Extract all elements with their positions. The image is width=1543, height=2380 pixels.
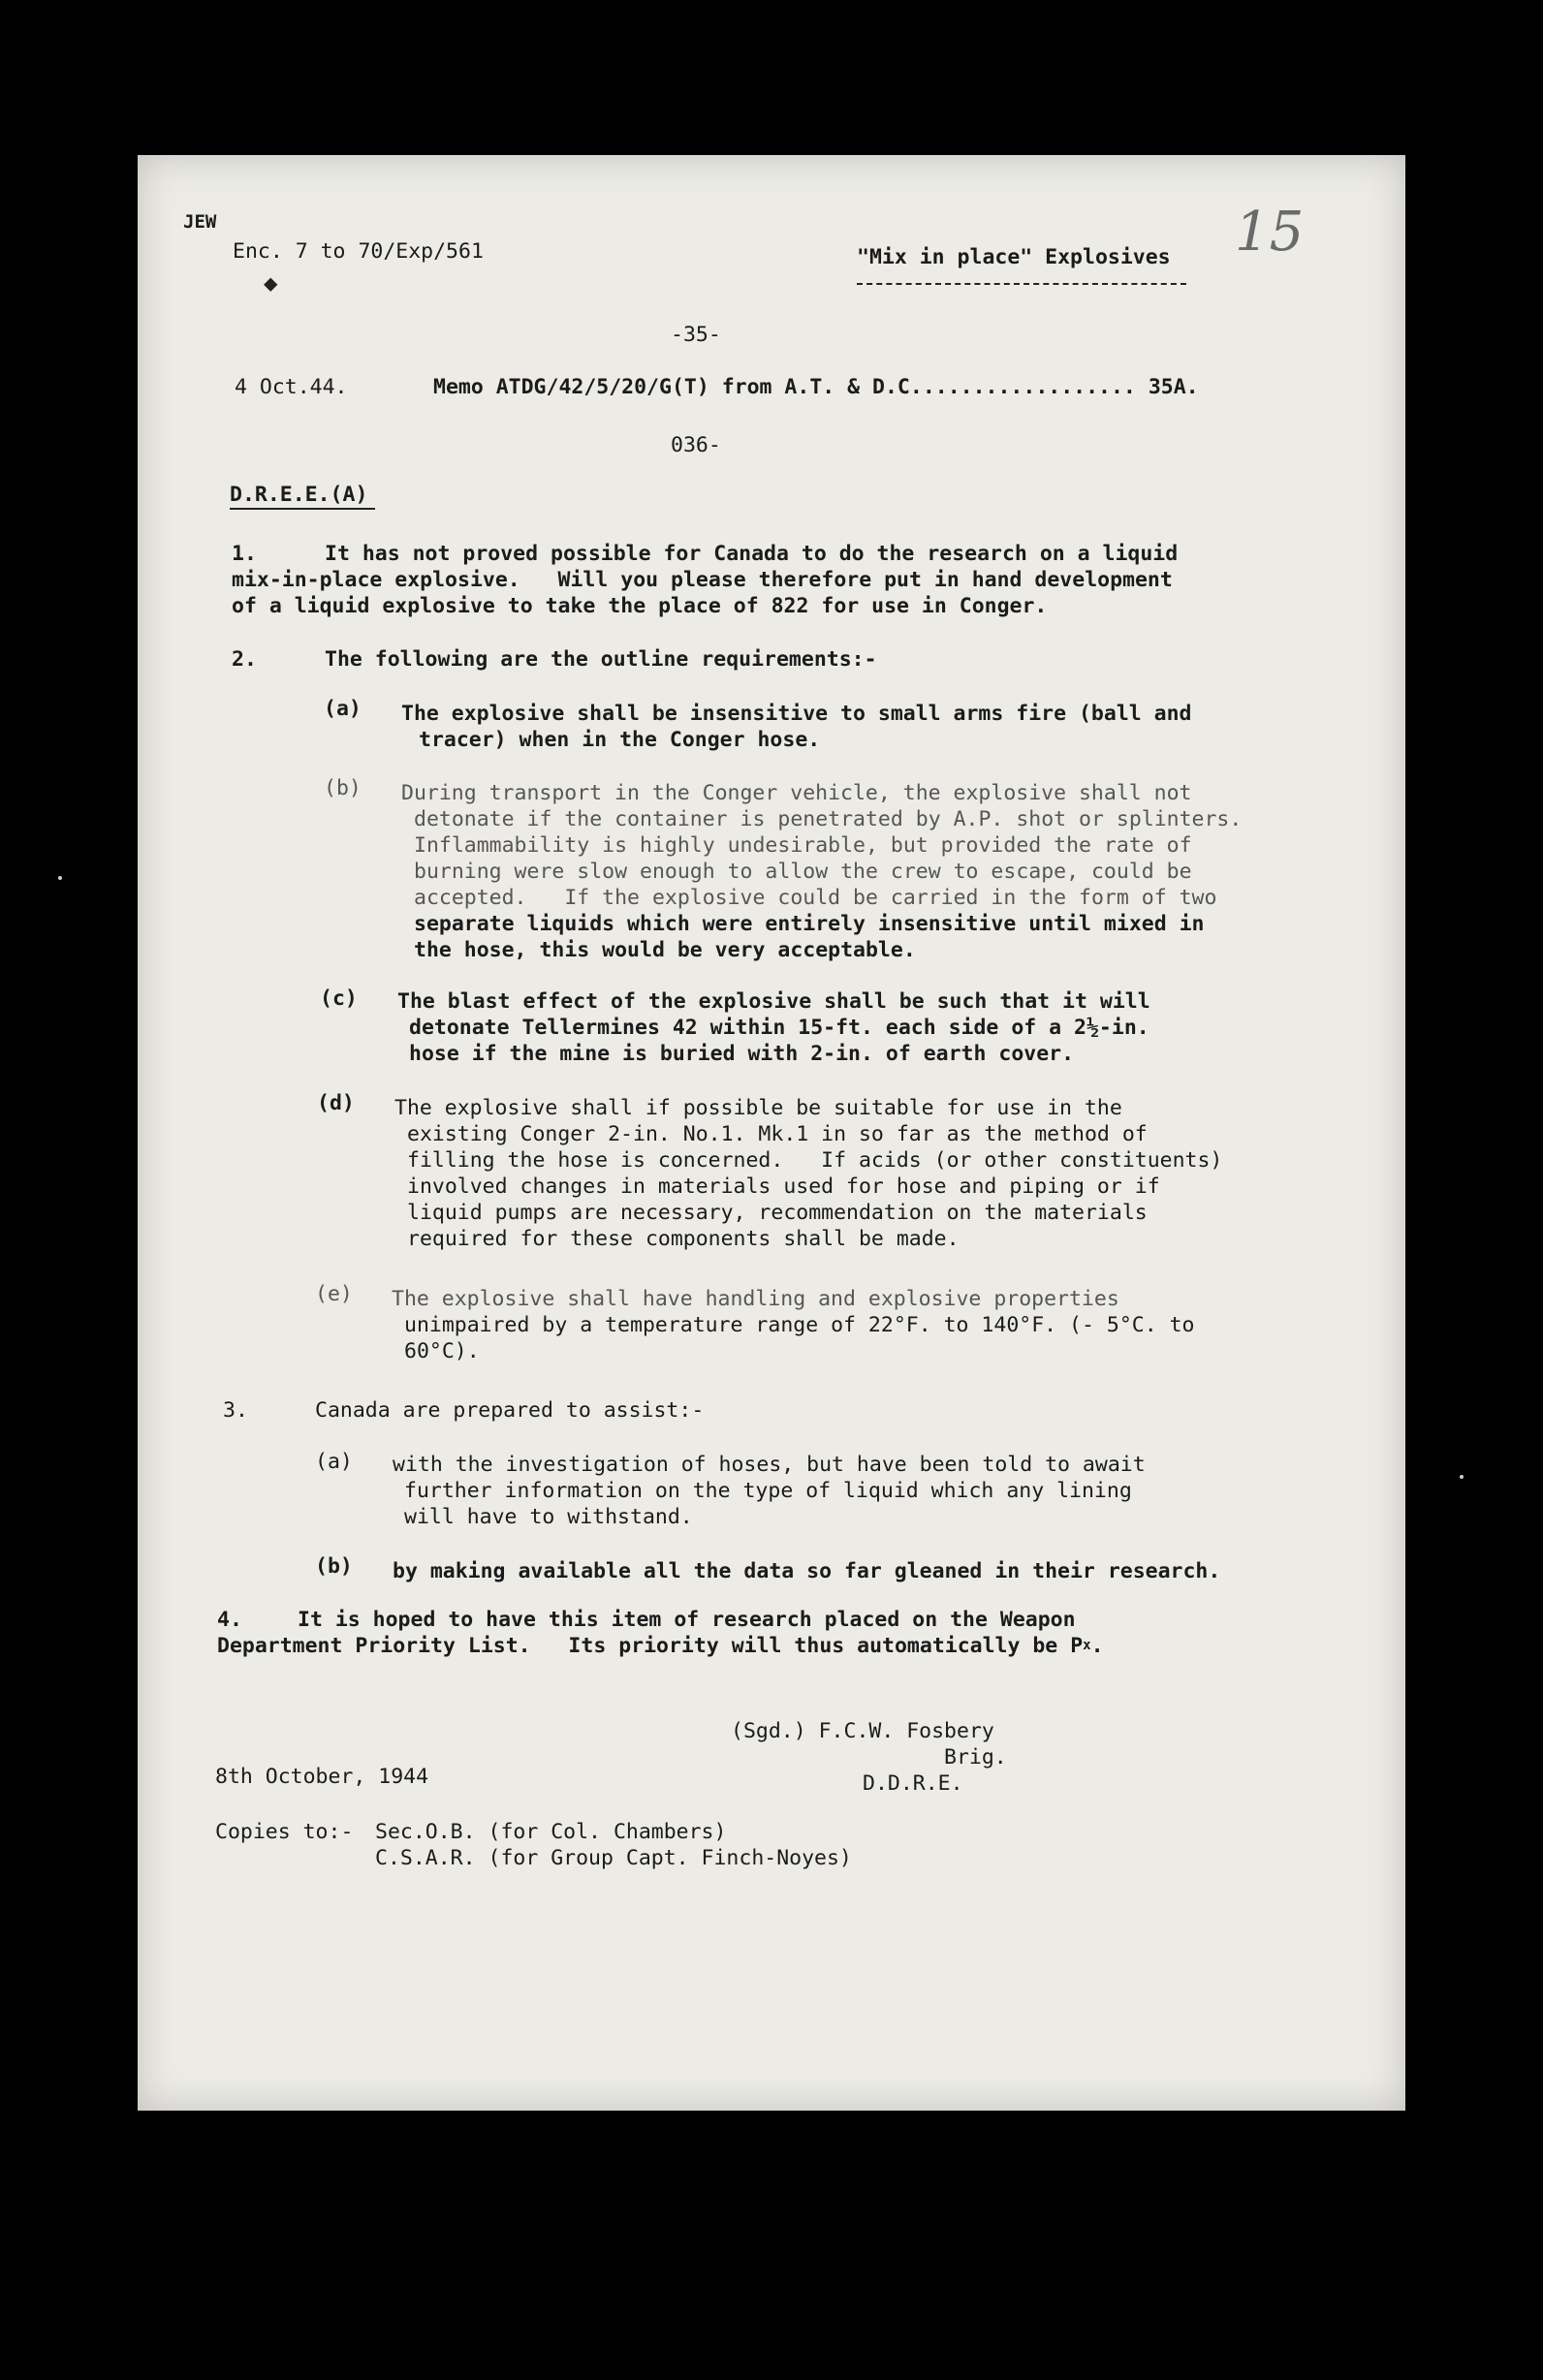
requirement-line: During transport in the Conger vehicle, the explosive shall not	[401, 781, 1192, 805]
requirement-line: The explosive shall have handling and explosive properties	[392, 1287, 1119, 1311]
copies-recipient: C.S.A.R. (for Group Capt. Finch-Noyes)	[375, 1846, 852, 1870]
subject-underline	[857, 283, 1186, 285]
addressee: D.R.E.E.(A)	[230, 483, 368, 507]
copies-recipient: Sec.O.B. (for Col. Chambers)	[375, 1820, 727, 1844]
requirement-label: (a)	[324, 697, 362, 721]
requirement-label: (e)	[315, 1282, 353, 1306]
requirement-line: required for these components shall be made.	[407, 1227, 960, 1251]
paragraph-line: Canada are prepared to assist:-	[315, 1398, 705, 1423]
requirement-label: (d)	[317, 1091, 355, 1115]
folio-number: 15	[1235, 201, 1305, 264]
paragraph-number: 4.	[217, 1608, 242, 1632]
assist-line: further information on the type of liquid which any lining	[404, 1479, 1132, 1503]
entry-number-35: -35-	[671, 323, 721, 347]
requirement-line: accepted. If the explosive could be carried in the form of two	[414, 886, 1217, 910]
initials: JEW	[183, 211, 217, 233]
paragraph-line: Department Priority List. Its priority will thus automatically be $P^x$.	[217, 1634, 1104, 1658]
enclosure-reference: Enc. 7 to 70/Exp/561	[233, 239, 484, 264]
requirement-line: The explosive shall be insensitive to small arms fire (ball and	[401, 702, 1192, 726]
subject-title: "Mix in place" Explosives	[857, 245, 1171, 269]
assist-line: will have to withstand.	[404, 1505, 693, 1529]
document-page	[138, 155, 1405, 2111]
dust-speck	[58, 876, 62, 880]
requirement-line: hose if the mine is buried with 2-in. of earth cover.	[409, 1042, 1075, 1066]
letter-date: 8th October, 1944	[215, 1765, 429, 1789]
signature-rank: Brig.	[944, 1745, 1007, 1769]
assist-line: with the investigation of hoses, but have been told to await	[393, 1453, 1146, 1477]
entry-memo: Memo ATDG/42/5/20/G(T) from A.T. & D.C.................. 35A.	[433, 375, 1199, 399]
requirement-line: 60°C).	[404, 1339, 480, 1363]
assist-line: by making available all the data so far gleaned in their research.	[393, 1559, 1221, 1583]
ink-mark: ◆	[264, 269, 278, 297]
requirement-line: Inflammability is highly undesirable, but provided the rate of	[414, 833, 1192, 858]
paragraph-number: 2.	[232, 647, 257, 672]
requirement-line: separate liquids which were entirely insensitive until mixed in	[414, 912, 1205, 936]
requirement-line: The explosive shall if possible be suitable for use in the	[394, 1096, 1122, 1120]
paragraph-number: 3.	[223, 1398, 248, 1423]
requirement-line: the hose, this would be very acceptable.	[414, 938, 916, 962]
requirement-line: The blast effect of the explosive shall be such that it will	[397, 989, 1150, 1014]
paragraph-number: 1.	[232, 542, 257, 566]
requirement-line: filling the hose is concerned. If acids (or other constituents)	[407, 1148, 1223, 1173]
requirement-line: existing Conger 2-in. No.1. Mk.1 in so far as the method of	[407, 1122, 1148, 1146]
paragraph-line: of a liquid explosive to take the place of 822 for use in Conger.	[232, 594, 1048, 618]
signature-name: (Sgd.) F.C.W. Fosbery	[731, 1719, 994, 1743]
requirement-label: (c)	[320, 986, 358, 1011]
dust-speck	[1460, 1475, 1464, 1479]
entry-number-36: 036-	[671, 433, 721, 457]
addressee-underline	[230, 508, 375, 510]
requirement-line: liquid pumps are necessary, recommendation on the materials	[407, 1201, 1148, 1225]
requirement-line: detonate if the container is penetrated by A.P. shot or splinters.	[414, 807, 1243, 831]
assist-label: (b)	[315, 1554, 353, 1579]
paragraph-line: The following are the outline requirements:-	[325, 647, 877, 672]
requirement-line: involved changes in materials used for hose and piping or if	[407, 1174, 1160, 1199]
assist-label: (a)	[315, 1450, 353, 1474]
paragraph-line: It is hoped to have this item of research placed on the Weapon	[298, 1608, 1076, 1632]
paragraph-line: mix-in-place explosive. Will you please therefore put in hand development	[232, 568, 1173, 592]
requirement-label: (b)	[324, 776, 362, 800]
entry-date: 4 Oct.44.	[235, 375, 348, 399]
requirement-line: burning were slow enough to allow the crew to escape, could be	[414, 860, 1192, 884]
requirement-line: detonate Tellermines 42 within 15-ft. each side of a 2½-in.	[409, 1016, 1149, 1040]
requirement-line: unimpaired by a temperature range of 22°F. to 140°F. (- 5°C. to	[404, 1313, 1195, 1337]
copies-label: Copies to:-	[215, 1820, 354, 1844]
paragraph-line: It has not proved possible for Canada to do the research on a liquid	[325, 542, 1179, 566]
signature-office: D.D.R.E.	[863, 1771, 963, 1796]
requirement-line: tracer) when in the Conger hose.	[419, 728, 821, 752]
